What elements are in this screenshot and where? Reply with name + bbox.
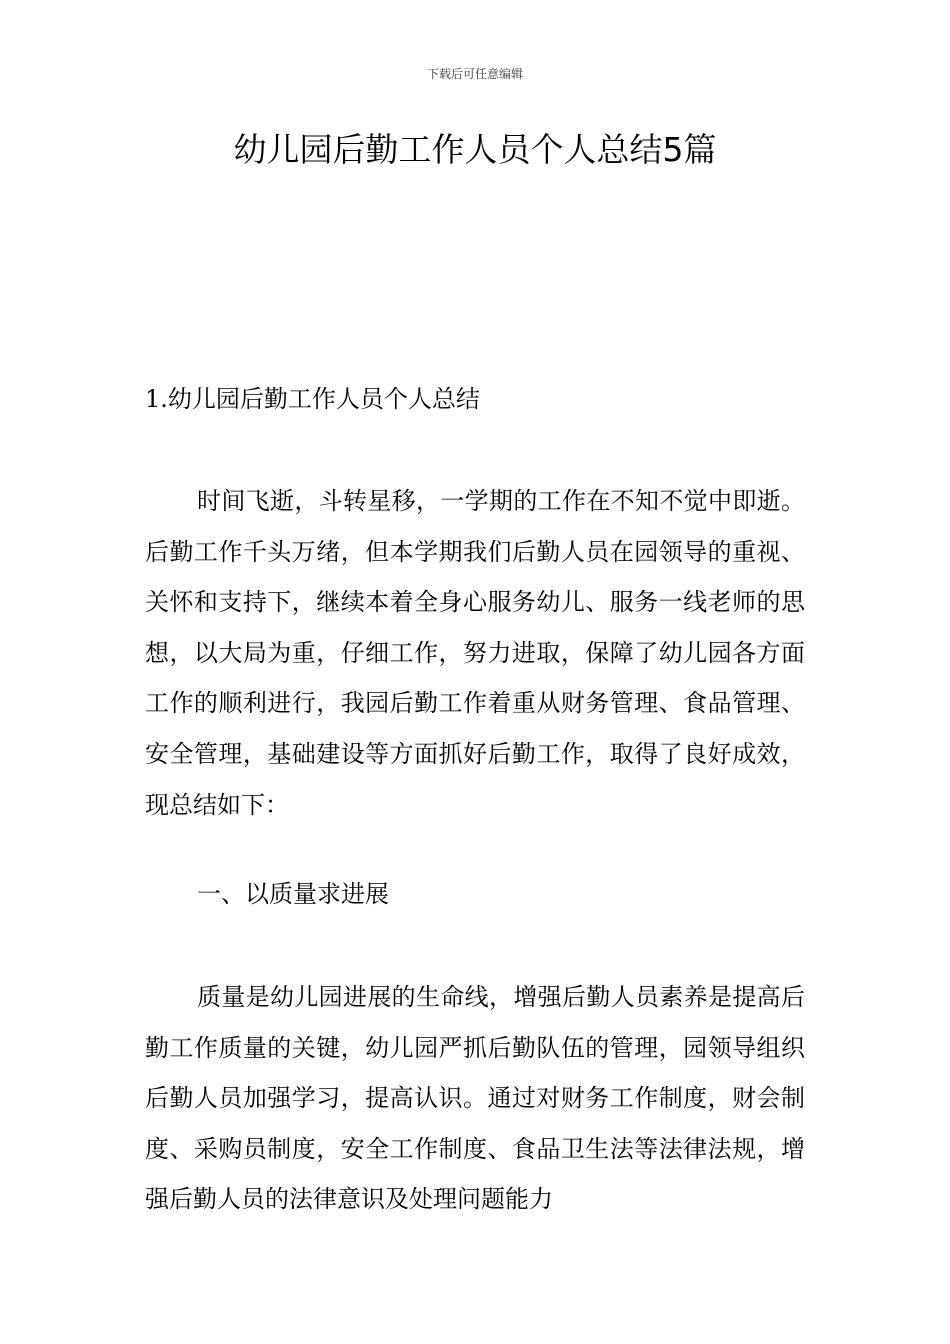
intro-paragraph: 时间飞逝，斗转星移，一学期的工作在不知不觉中即逝。后勤工作千头万绪，但本学期我们后勤人员在园领导的重视、关怀和支持下，继续本着全身心服务幼儿、服务一线老师的思想，以大局为重，仔细工作，努力进取，保障了幼儿园各方面工作的顺利进行，我园后勤工作着重从财务管理、食品管理、安全管理，基础建设等方面抓好后勤工作，取得了良好成效，现总结如下： xyxy=(145,487,805,819)
quality-paragraph: 质量是幼儿园进展的生命线，增强后勤人员素养是提高后勤工作质量的关键，幼儿园严抓后勤队伍的管理，园领导组织后勤人员加强学习，提高认识。通过对财务工作制度，财会制度、采购员制度，安全工作制度、食品卫生法等法律法规，增强后勤人员的法律意识及处理问题能力 xyxy=(145,983,805,1214)
header-note: 下载后可任意编辑 xyxy=(426,67,523,81)
document-title: 幼儿园后勤工作人员个人总结5篇 xyxy=(233,130,717,169)
section-heading: 1.幼儿园后勤工作人员个人总结 xyxy=(145,385,480,413)
subheading-quality: 一、以质量求进展 xyxy=(197,880,389,908)
